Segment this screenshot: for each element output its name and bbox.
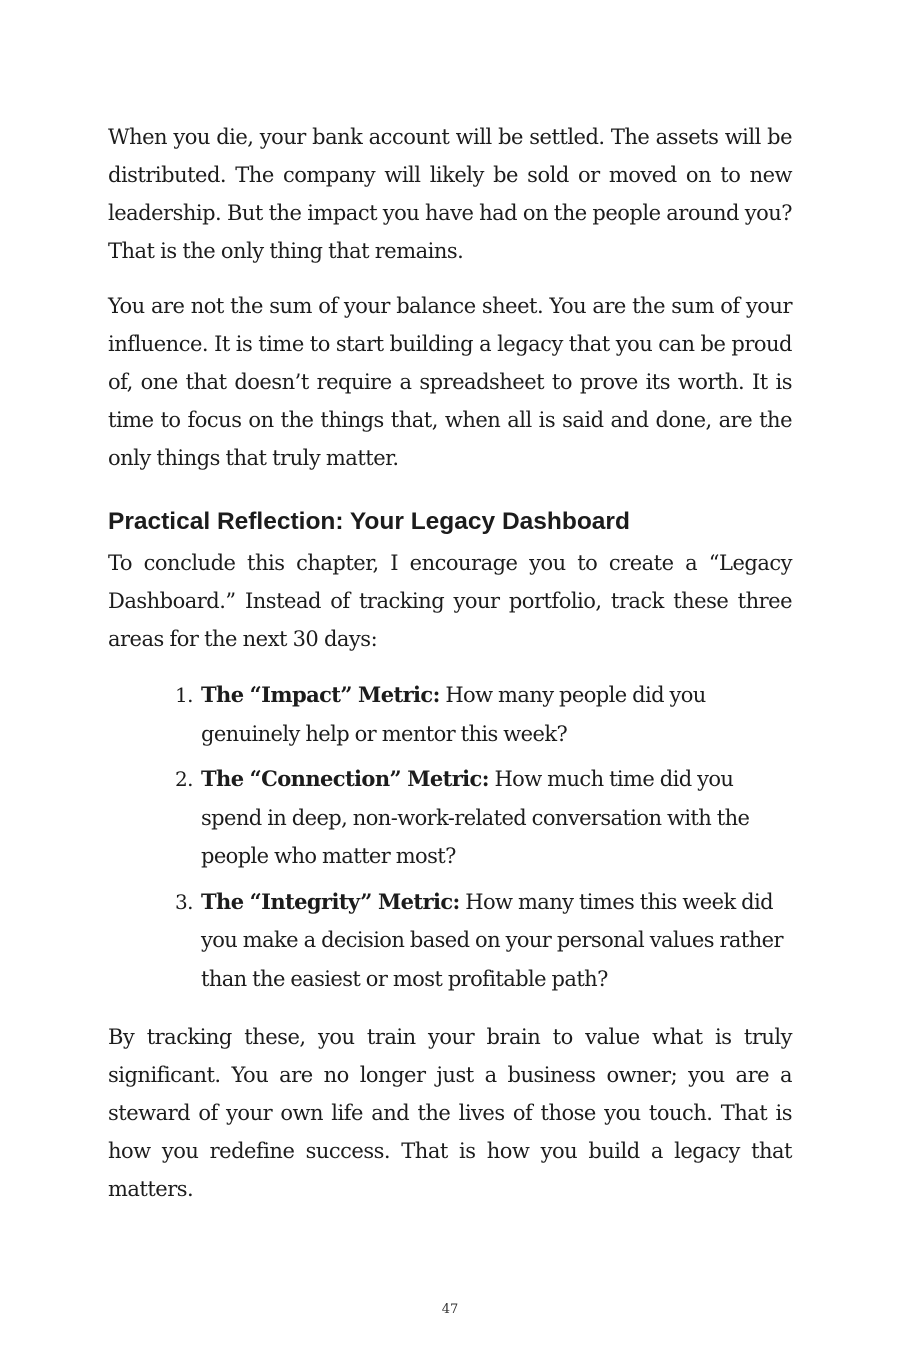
list-item <box>175 760 792 876</box>
list-item-term: The “Integrity” Metric: <box>201 888 460 914</box>
page-body <box>108 118 792 1225</box>
list-item <box>175 883 792 999</box>
section-heading: Practical Reflection: Your Legacy Dashboard <box>108 508 630 535</box>
metrics-list <box>108 676 792 998</box>
section-intro: To conclude this chapter, I encourage you to create a “Legacy Dashboard.” Instead of tracking your portfolio, track these three areas for the next 30 days: <box>108 551 792 651</box>
list-item-text: How many people did you genuinely help or mentor this week? <box>201 683 706 746</box>
closing-paragraph: By tracking these, you train your brain to value what is truly significant. You are no longer just a business owner; you are a steward of your own life and the lives of those you touch. That is how you redefine success. That is how you build a legacy that matters. <box>108 1025 792 1201</box>
list-item-number: 2. <box>175 767 193 791</box>
page-number: 47 <box>441 1302 459 1317</box>
list-item-term: The “Connection” Metric: <box>201 766 489 791</box>
paragraph-influence: You are not the sum of your balance sheet. You are the sum of your influence. It is time to start building a legacy that you can be proud of, one that doesn’t require a spreadsheet to prove its worth. It is time to focus on the things that, when all is said and done, are the only things that truly matter. <box>108 294 792 470</box>
list-item-number: 3. <box>175 889 193 914</box>
list-item-text: How many times this week did you make a decision based on your personal values rather than the easiest or most profitable path? <box>201 889 783 991</box>
paragraph-bank-account: When you die, your bank account will be settled. The assets will be distributed. The company will likely be sold or moved on to new leadership. But the impact you have had on the people around you? That is the only thing that remains. <box>108 125 792 263</box>
list-item-term: The “Impact” Metric: <box>201 682 440 707</box>
list-item-text: How much time did you spend in deep, non-work-related conversation with the people who matter most? <box>201 767 750 868</box>
list-item <box>175 676 792 753</box>
list-item-number: 1. <box>175 683 193 707</box>
